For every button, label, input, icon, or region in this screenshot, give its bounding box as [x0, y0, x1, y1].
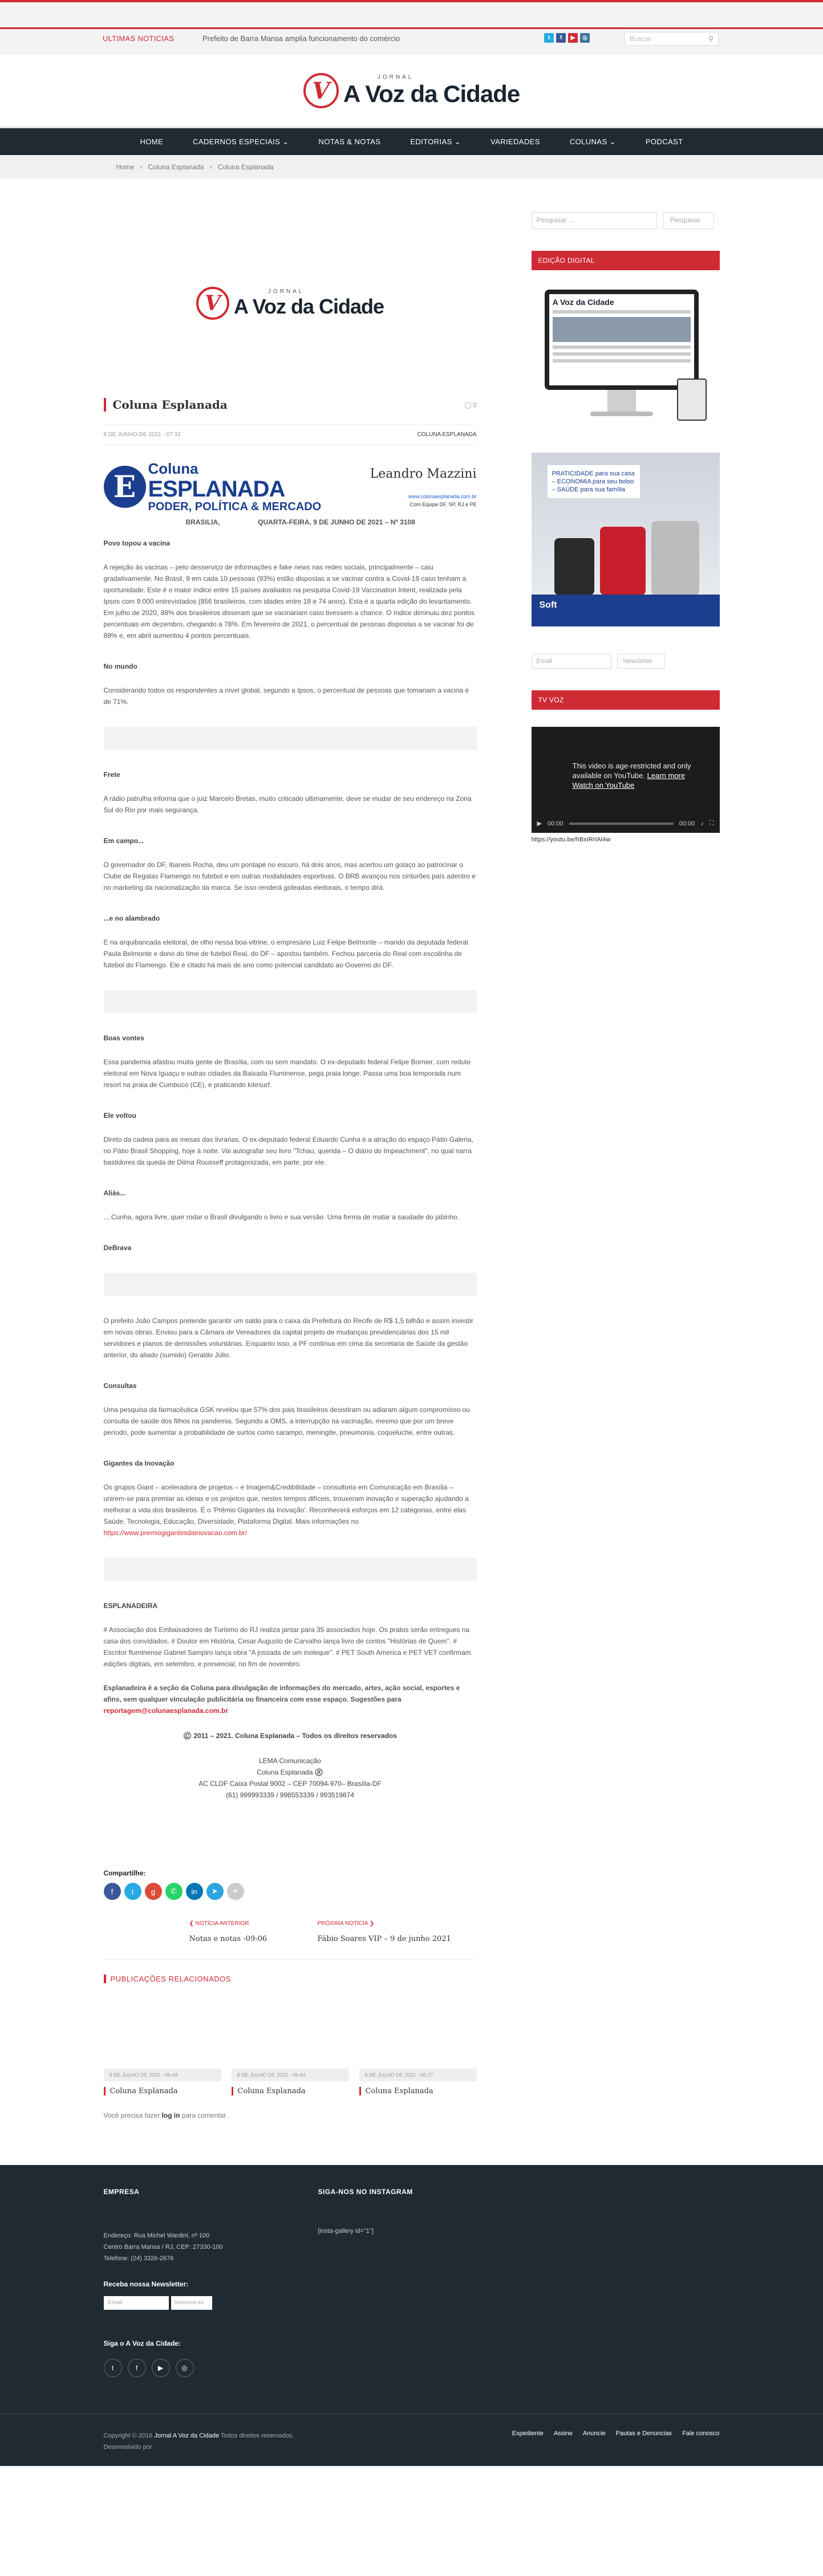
top-search-input[interactable]	[625, 32, 719, 46]
nav-item[interactable]: NOTAS & NOTAS	[318, 137, 381, 146]
credits-line: Coluna Esplanada ®️	[257, 1768, 323, 1776]
address-line: Telefone: (24) 3326-2676	[103, 2255, 174, 2262]
section-heading: ...e no alambrado	[103, 914, 160, 922]
top-bar	[0, 0, 823, 55]
section-heading: Aliás...	[103, 1189, 126, 1197]
twitter-icon[interactable]: t	[104, 2359, 122, 2377]
paragraph	[104, 1682, 477, 1716]
fullscreen-icon[interactable]: ⛶	[709, 820, 714, 827]
video-duration: 00:00	[679, 820, 695, 827]
ad-placeholder	[104, 990, 477, 1013]
section-heading: ESPLANADEIRA	[103, 1602, 158, 1610]
footer-instagram-gallery: [insta-gallery id="1"]	[318, 2228, 374, 2235]
play-icon[interactable]: ▶	[537, 820, 542, 827]
paragraph-text: Esplanadeira é a seção da Coluna para divulgação de informações do mercado, artes, ação social, esportes e afins, sem qualquer vinculação publicitária ou financeira com esse espaço. Sugestões para	[103, 1684, 460, 1703]
address-line: Endereço: Rua Michel Wardini, nº 100	[103, 2232, 210, 2239]
paragraph: A rejeição às vacinas – pelo desserviço de informações e fake news nas redes sociais, principalmente – caiu gradativamente. No Brasil, 9 em cada 10 pessoas (93%) estão dispostas a se vacinar contra a Covid-19 caso tenham a oportunidade. Este é o maior índice entre 15 países avaliados na pesquisa Covid-19 Vaccination Intent, realizada pela Ipsos com 9.000 entrevistados (856 brasileiros, com idades entre 18 e 74 anos). Esta é a quarta edição do levantamento. Em julho de 2020, 88% dos brasileiros disseram que se vacinariam caso tivessem a chance. O índice diminuiu dez pontos percentuais em dezembro, chegando a 78%. Em fevereiro de 2021, o percentual de pessoas dispostas a se vacinar foi de 89% e, em abril aumentou 4 pontos percentuais.	[103, 563, 475, 640]
breadcrumb-section[interactable]: Coluna Esplanada	[148, 163, 204, 171]
related-post-title: Coluna Esplanada	[104, 2087, 221, 2095]
previous-post-link[interactable]	[104, 1920, 290, 1943]
breadcrumb	[0, 155, 823, 179]
comment-count-link[interactable]: ◯ 0	[464, 401, 477, 409]
facebook-icon[interactable]: f	[104, 1883, 121, 1900]
breaking-news-label: ULTIMAS NOTICIAS	[103, 34, 175, 43]
youtube-icon[interactable]: ▶	[568, 33, 578, 43]
paragraph: Direto da cadeia para as mesas das livrarias. O ex-deputado federal Eduardo Cunha é a atração do espaço Pátio Galeria, no Pátio Brasil Shopping, hoje à noite. Vai autografar seu livro "Tchau, querida – O diário do Impeachment", no qual narra bastidores da queda de Dilma Rousseff protagonizada, em parte, por ele.	[103, 1136, 473, 1166]
logo-small-text: JORNAL	[267, 288, 305, 295]
top-red-line	[0, 27, 823, 29]
banner-url: www.colunaesplanada.com.br	[408, 493, 477, 499]
copyright-pre: Copyright © 2016	[103, 2432, 155, 2439]
nav-item[interactable]: VARIEDADES	[490, 137, 540, 146]
breadcrumb-separator: ›	[140, 163, 143, 171]
youtube-icon[interactable]: ▶	[152, 2359, 170, 2377]
video-message-text: This video is age-restricted and only available on YouTube.	[572, 762, 691, 780]
main-nav	[0, 127, 823, 155]
developer-credit: Desenvolvido por	[103, 2444, 152, 2451]
next-post-link[interactable]	[290, 1920, 477, 1943]
login-post: para comentar.	[180, 2111, 228, 2119]
previous-post-label: ❮ NOTÍCIA ANTERIOR	[189, 1920, 249, 1927]
footer-instagram-heading: SIGA-NOS NO INSTAGRAM	[318, 2188, 413, 2196]
section-heading: Gigantes da Inovação	[103, 1459, 175, 1467]
ad-placeholder	[104, 1558, 477, 1581]
paragraph: # Associação dos Embaixadores de Turismo do RJ realiza jantar para 35 associados hoje. Os pratos serão entregues na casa dos convidados. # Doutor em História, Cesar Augusto de Carvalho lança livro de contos "Histórias de Quem". # Escritor fluminense Gabriel Sampiro lança obra "A jossada de um inoleque". # PET South America e PET VET confirmam edições digitais, em setembro, e presencial, no fim de novembro.	[103, 1626, 471, 1668]
whatsapp-icon[interactable]: ✆	[165, 1883, 183, 1900]
copyright-post: Todos direitos reservados.	[219, 2432, 294, 2439]
footer-link[interactable]: Anuncie	[582, 2430, 606, 2437]
sidebar-search-button[interactable]: Pesquisar	[663, 212, 714, 229]
nav-item[interactable]: COLUNAS ⌄	[569, 137, 616, 146]
banner-coluna: Coluna	[148, 460, 198, 477]
footer-email-input[interactable]: Email	[104, 2296, 169, 2310]
sidebar-search	[532, 212, 720, 229]
footer-follow-heading: Siga o A Voz da Cidade:	[103, 2339, 181, 2347]
sidebar-newsletter	[532, 654, 720, 669]
sidebar	[532, 212, 720, 2119]
sidebar-email-input[interactable]: Email	[532, 654, 611, 669]
copyright-brand-link[interactable]: Jornal A Voz da Cidade	[154, 2432, 220, 2439]
ad-headline: PRATICIDADE para sua casa – ECONOMIA para seu bolso – SAÚDE para sua família	[548, 465, 640, 498]
credits-line: (61) 999993339 / 998553339 / 993519874	[226, 1791, 354, 1799]
breadcrumb-home[interactable]: Home	[116, 163, 135, 171]
page-title: Coluna Esplanada	[112, 398, 228, 412]
instagram-icon[interactable]: ◎	[580, 33, 590, 43]
logo-small-text: JORNAL	[377, 74, 414, 80]
share-buttons	[104, 1883, 477, 1900]
logo-big-text: A Voz da Cidade	[343, 80, 520, 107]
breadcrumb-separator: ›	[209, 163, 212, 171]
related-post-date: 8 DE JULHO DE 2021 - 06:44	[232, 2069, 349, 2081]
related-post[interactable]	[104, 2069, 221, 2095]
sidebar-newsletter-button[interactable]: Newsletter	[617, 654, 665, 669]
email-link[interactable]: reportagem@colunaesplanada.com.br	[103, 1707, 228, 1715]
linkedin-icon[interactable]: in	[186, 1883, 203, 1900]
share-label: Compartilhe:	[103, 1869, 146, 1877]
telegram-icon[interactable]: ➤	[206, 1883, 224, 1900]
paragraph: ... Cunha, agora livre, quer rodar o Brasil divulgando o livro e sua versão. Uma forma de matar a saudade do jabinho.	[103, 1213, 460, 1221]
paragraph: Essa pandemia afastou muita gente de Brasília, com ou sem mandato. O ex-deputado federal Felipe Bornier, com redute eleitoral em Nova Iguaçu e outras cidades da Baixada Fluminense, pega praia longe. Passa uma boa temporada num resort na praia de Cumbuco (CE), e praticando kitesurf.	[103, 1058, 471, 1089]
volume-icon[interactable]: ♪	[700, 820, 704, 827]
soft-ad-banner[interactable]	[532, 453, 720, 626]
related-posts	[104, 2069, 477, 2095]
digital-edition-image[interactable]	[545, 290, 707, 438]
banner-author: Leandro Mazzini	[370, 466, 477, 481]
footer-subscribe-button[interactable]: Inscreva-se	[171, 2296, 212, 2310]
paragraph: A rádio patrulha informa que o juiz Marcelo Bretas, muito criticado ultimamente, deve se mudar de seu endereço na Zona Sul do Rio por mais segurança.	[103, 795, 472, 814]
youtube-video-player[interactable]	[532, 727, 720, 833]
footer-social-icons	[104, 2359, 318, 2377]
related-post-date: 8 DE JULHO DE 2021 - 06:27	[359, 2069, 477, 2081]
article-date: 8 DE JUNHO DE 2021 - 07:32	[103, 432, 181, 438]
breadcrumb-current: Coluna Esplanada	[217, 163, 274, 171]
next-post-title: Fábio Soares VIP – 9 de junho 2021	[317, 1935, 451, 1943]
sidebar-search-input[interactable]: Pesquisar ...	[532, 212, 657, 229]
login-link[interactable]: log in	[161, 2111, 180, 2119]
nav-item[interactable]: HOME	[140, 137, 164, 146]
banner-subtitle: PODER, POLÍTICA & MERCADO	[148, 500, 322, 513]
footer-link[interactable]: Expediente	[512, 2430, 544, 2437]
logo-mark-icon: V	[303, 73, 339, 108]
section-heading: Povo topou a vacina	[103, 539, 171, 547]
twitter-icon[interactable]: t	[124, 1883, 141, 1900]
section-heading: No mundo	[103, 662, 137, 670]
login-pre: Você precisa fazer	[103, 2111, 162, 2119]
edicao-digital-heading: EDIÇÃO DIGITAL	[532, 251, 720, 270]
breaking-news-link[interactable]: Prefeito de Barra Mansa amplia funcionamento do comércio	[202, 34, 400, 43]
tv-voz-heading: TV VOZ	[532, 690, 720, 710]
article-dateline: BRASILIA, QUARTA-FEIRA, 9 DE JUNHO DE 2021 – Nº 3108	[185, 518, 415, 526]
footer-link[interactable]: Assine	[553, 2430, 573, 2437]
related-post[interactable]	[232, 2069, 349, 2095]
twitter-icon[interactable]: t	[544, 33, 554, 43]
article-category-link[interactable]: COLUNA ESPLANADA	[417, 432, 477, 438]
section-heading: Frete	[103, 771, 120, 779]
link-icon[interactable]: ⚭	[227, 1883, 244, 1900]
ad-placeholder	[104, 727, 477, 750]
site-logo[interactable]	[303, 73, 520, 108]
article-body	[104, 538, 477, 1801]
paragraph: Considerando todos os respondentes a nível global, segundo a Ipsos, o percentual de pessoas que tomariam a vacina é de 71%.	[103, 686, 469, 706]
video-message	[573, 761, 710, 790]
paragraph-text: Os grupos Giant – aceleradora de projetos – e Imagem&Credibilidade – consultoria em Comunicação em Brasília – unirem-se para premiar as ideias e os projetos que, nestes tempos difíceis, trouxeram inovação e superação ajudando a melhorar a vida dos brasileiros. É o 'Prêmio Gigantes da Inovação'. Reconhecerá esforços em 12 categorias, entre elas Saúde, Tecnologia, Educação, Diversidade, Plataforma Digital. Mais informações no	[103, 1483, 469, 1525]
search-icon[interactable]: ⚲	[708, 35, 713, 43]
premio-link[interactable]: https://www.premiogigantesdainovacao.com.br/	[103, 1529, 247, 1537]
credits-line: LEMA Comunicação	[259, 1757, 321, 1765]
section-heading: Em campo...	[103, 837, 144, 845]
top-social-icons	[544, 33, 590, 43]
section-heading: DeBrava	[103, 1244, 132, 1252]
nav-item[interactable]: EDITORIAS ⌄	[410, 137, 461, 146]
esplanada-logo-icon: E	[104, 466, 146, 508]
address-line: Centro Barra Mansa / RJ, CEP: 27330-100	[103, 2244, 223, 2251]
featured-logo	[196, 287, 384, 320]
footer-link[interactable]: Pautas e Denuncias	[615, 2430, 672, 2437]
youtube-url-link[interactable]: https://youtu.be/hBxIRrIAl4w	[531, 836, 611, 843]
ad-brand: Soft	[532, 595, 720, 626]
paragraph: O governador do DF, Ibaneis Rocha, deu um pontapé no escuro, há dois anos, mas acertou um golaço ao patrocinar o Clube de Regatas Flamengo no futebol e em outras modalidades esportivas. O BRB avançou nos cinturões país adentro e no marketing da nacionalização da marca. Se isso renderá goleadas eleitorais, o tempo dirá.	[103, 861, 476, 892]
paragraph: O prefeito João Campos pretende garantir um saldo para o caixa da Prefeitura do Recife de R$ 1,5 bilhão e assim investir em novas obras. Enviou para a Câmara de Vereadores da capital projeto de mudanças previdenciárias dos 15 mil servidores e planos de demissões voluntárias. Enquanto isso, a PF continua em cima da secretaria de Saúde da gestão anterior, do aliado (sumido) Geraldo Júlio.	[103, 1317, 473, 1359]
related-post[interactable]	[359, 2069, 477, 2095]
footer-link[interactable]: Fale conosco	[682, 2430, 720, 2437]
related-post-title: Coluna Esplanada	[359, 2087, 477, 2095]
related-heading: PUBLICAÇÕES RELACIONADOS	[104, 1975, 477, 1983]
banner-team: Com Equipe DF, SP, RJ e PE	[410, 501, 477, 507]
watch-on-youtube-link[interactable]: Watch on YouTube	[572, 781, 635, 790]
section-heading: Consultas	[103, 1382, 137, 1390]
video-current-time: 00:00	[547, 820, 563, 827]
login-message	[104, 2111, 477, 2119]
ad-placeholder	[104, 1273, 477, 1296]
nav-item[interactable]: PODCAST	[645, 137, 683, 146]
footer-address	[104, 2230, 318, 2264]
facebook-icon[interactable]: f	[556, 33, 566, 43]
instagram-icon[interactable]: ◎	[176, 2359, 194, 2377]
paragraph: E na arquibancada eleitoral, de olho nessa boa-vitrine, o empresário Luiz Felipe Belmonte – marido da deputada federal Paula Belmonte e dono do time de futebol Real, do DF – apostou também. Fechou parceria do Real com escolinha de futebol do Flamengo. Ele é citado há mais de ano como potencial candidato ao Governo do DF.	[103, 938, 468, 969]
footer-links	[512, 2430, 720, 2453]
nav-item[interactable]: CADERNOS ESPECIAIS ⌄	[193, 137, 289, 146]
footer-empresa-heading: EMPRESA	[103, 2188, 140, 2196]
article-meta	[104, 424, 477, 445]
edition-logo-text: A Voz da Cidade	[552, 298, 614, 307]
article-featured-image	[104, 218, 477, 389]
facebook-icon[interactable]: f	[128, 2359, 146, 2377]
copyright-notice: ©️ 2011 – 2021. Coluna Esplanada – Todos os direitos reservados	[183, 1732, 397, 1740]
video-controls	[537, 820, 714, 827]
column-banner	[104, 460, 477, 514]
next-post-label: PRÓXIMA NOTÍCIA ❯	[317, 1920, 375, 1927]
footer-bottom	[0, 2414, 823, 2466]
banner-esplanada: ESPLANADA	[148, 477, 285, 502]
footer-newsletter-heading: Receba nossa Newsletter:	[103, 2280, 189, 2288]
logo-mark-icon: V	[196, 287, 229, 320]
section-heading: Ele voltou	[103, 1112, 136, 1120]
section-heading: Boas vontes	[103, 1034, 144, 1042]
logo-big-text: A Voz da Cidade	[233, 294, 384, 318]
related-post-date: 8 DE JULHO DE 2021 - 06:44	[104, 2069, 221, 2081]
paragraph: Uma pesquisa da farmacêutica GSK revelou que 57% dos pais brasileiros desistiram ou adiaram algum compromisso ou consulta de saúde dos filhos na pandemia. Segundo a OMS, a interrupção na vacinação, mesmo que por um breve período, pode aumentar a probabilidade de surtos como sarampo, meningite, pneumonia, coqueluche, entre outras.	[103, 1406, 470, 1436]
previous-post-title: Notas e notas -09-06	[189, 1935, 267, 1943]
article-content	[104, 212, 477, 2119]
related-post-title: Coluna Esplanada	[232, 2087, 349, 2095]
learn-more-link[interactable]: Learn more	[647, 771, 686, 780]
footer	[0, 2165, 823, 2466]
paragraph	[104, 1482, 477, 1539]
video-progress-bar[interactable]	[569, 823, 674, 825]
credits-line: AC CLDF Caixa Postal 9002 – CEP 70094-970– Brasília-DF	[198, 1780, 382, 1788]
google-plus-icon[interactable]: g	[145, 1883, 162, 1900]
column-credits	[104, 1755, 477, 1801]
logo-header	[0, 55, 823, 127]
top-search-placeholder: Buscar	[630, 35, 651, 43]
post-navigation	[104, 1920, 477, 1960]
